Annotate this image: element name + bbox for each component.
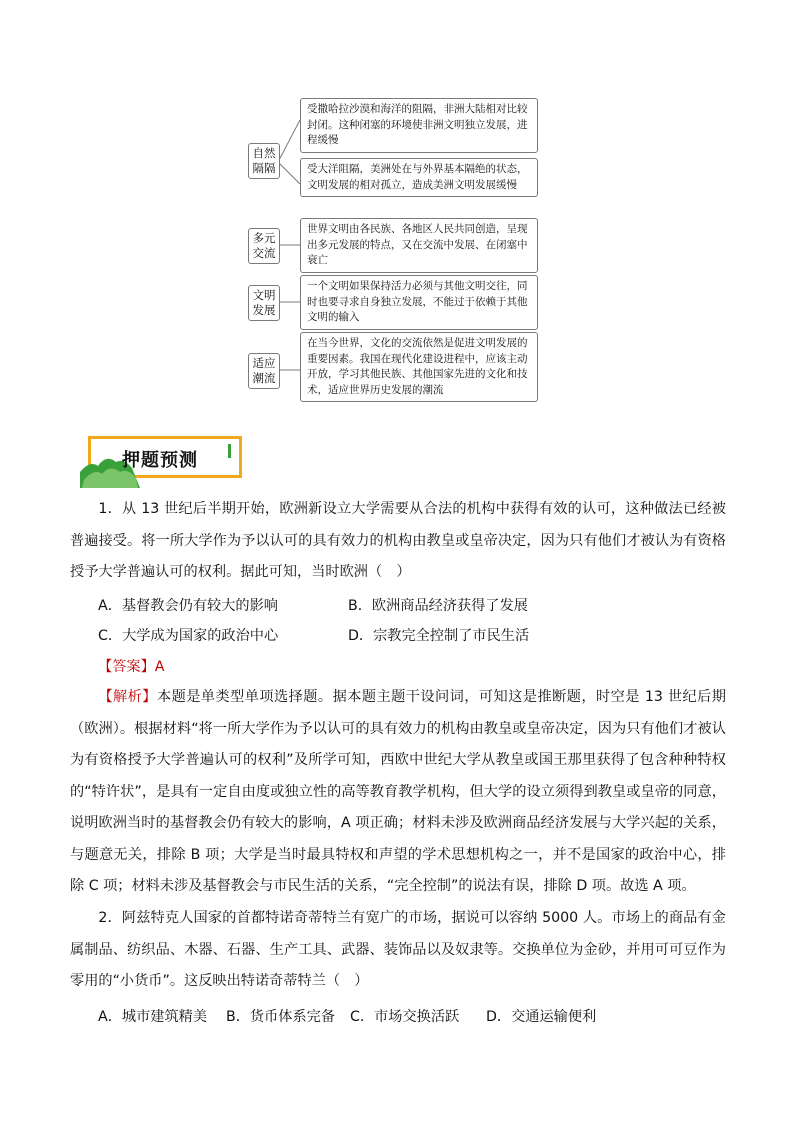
mind-map-leaf-development (300, 275, 538, 330)
mind-map-category-diverse-exchange (248, 228, 280, 264)
answer-label: 【答案】 (98, 659, 155, 675)
category-label: 多元交流 (252, 231, 276, 260)
leaf-text: 世界文明由各民族、各地区人民共同创造，呈现出多元发展的特点，又在交流中发展、在闭塞中衰亡 (307, 223, 528, 266)
section-title: 押题预测 (122, 450, 198, 471)
mind-map-category-civilization-development (248, 285, 280, 321)
q1-answer (98, 657, 164, 677)
mind-map-leaf-america (300, 158, 538, 197)
banner-accent (228, 444, 231, 458)
q2-option-b: B．货币体系完备 (226, 1009, 336, 1025)
mind-map (240, 92, 550, 422)
leaf-text: 受撒哈拉沙漠和海洋的阻隔，非洲大陆相对比较封闭。这种闭塞的环境使非洲文明独立发展，进程缓慢 (307, 103, 528, 146)
leaf-text: 受大洋阻隔，美洲处在与外界基本隔绝的状态，文明发展的相对孤立，造成美洲文明发展缓慢 (307, 163, 528, 191)
mind-map-leaf-trend (300, 332, 538, 402)
category-label: 文明发展 (252, 288, 276, 317)
q1-analysis (70, 682, 726, 903)
mind-map-leaf-diverse (300, 218, 538, 273)
answer-value: A (154, 659, 165, 675)
mind-map-category-natural-isolation (248, 143, 280, 179)
q2-option-c: C．市场交换活跃 (350, 1009, 460, 1025)
mind-map-category-follow-trend (248, 353, 280, 389)
question-1-stem: 1．从 13 世纪后半期开始，欧洲新设立大学需要从合法的机构中获得有效的认可，这种做法已经被普遍接受。将一所大学作为予以认可的具有效力的机构由教皇或皇帝决定，因为只有他们才被认为有资格授予大学普遍认可的权利。据此可知，当时欧洲（ ） (70, 501, 726, 580)
category-label: 自然隔隔 (252, 146, 276, 175)
leaf-text: 在当今世界，文化的交流依然是促进文明发展的重要因素。我国在现代化建设进程中，应该主动开放，学习其他民族、其他国家先进的文化和技术，适应世界历史发展的潮流 (307, 337, 528, 396)
question-2-stem: 2．阿兹特克人国家的首都特诺奇蒂特兰有宽广的市场，据说可以容纳 5000 人。市场上的商品有金属制品、纺织品、木器、石器、生产工具、武器、装饰品以及奴隶等。交换单位为金砂，并用可可豆作为零用的“小货币”。这反映出特诺奇蒂特兰（ ） (70, 910, 726, 989)
category-label: 适应潮流 (252, 356, 276, 385)
q2-option-d: D．交通运输便利 (486, 1009, 597, 1025)
section-banner (80, 432, 250, 488)
q1-option-b: B．欧洲商品经济获得了发展 (348, 598, 528, 614)
q1-option-c: C．大学成为国家的政治中心 (98, 628, 279, 644)
leaf-text: 一个文明如果保持活力必须与其他文明交往，同时也要寻求自身独立发展，不能过于依赖于其他文明的输入 (307, 280, 528, 323)
q2-option-a: A．城市建筑精美 (98, 1009, 208, 1025)
q1-option-a: A．基督教会仍有较大的影响 (98, 598, 278, 614)
q1-option-d: D．宗教完全控制了市民生活 (348, 628, 530, 644)
mind-map-leaf-africa (300, 98, 538, 153)
analysis-text: 本题是单类型单项选择题。据本题主题干设问词，可知这是推断题，时空是 13 世纪后期（欧洲）。根据材料“将一所大学作为予以认可的具有效力的机构由教皇或皇帝决定，因为只有他们才被认为有资格授予大学普遍认可的权利”及所学可知，西欧中世纪大学从教皇或国王那里获得了包含种种特权的“特许状”，是具有一定自由度或独立性的高等教育教学机构，但大学的设立须得到教皇或皇帝的同意，说明欧洲当时的基督教会仍有较大的影响，A 项正确；材料未涉及欧洲商品经济发展与大学兴起的关系，与题意无关，排除 B 项；大学是当时最具特权和声望的学术思想机构之一，并不是国家的政治中心，排除 C 项；材料未涉及基督教会与市民生活的关系，“完全控制”的说法有误，排除 D 项。故选 A 项。 (70, 689, 726, 894)
analysis-label: 【解析】 (98, 689, 157, 705)
